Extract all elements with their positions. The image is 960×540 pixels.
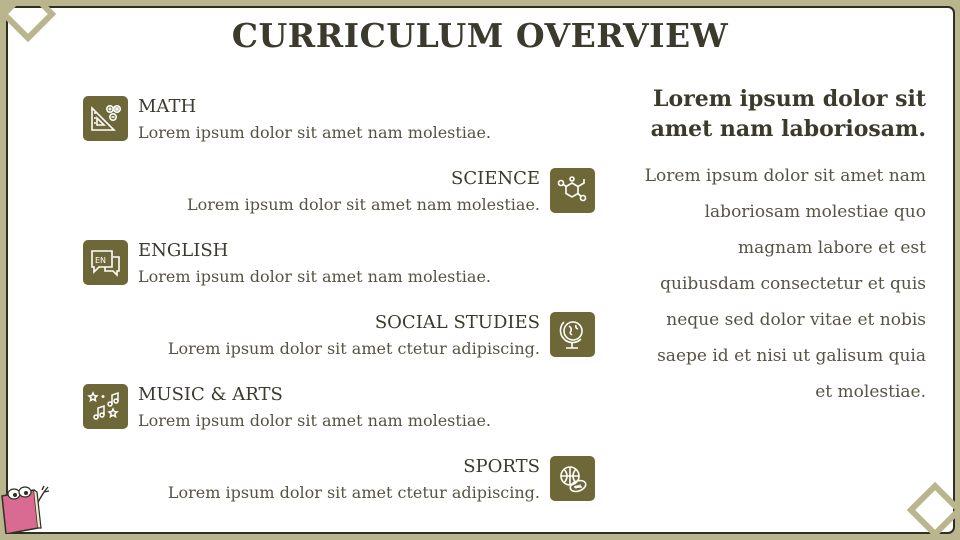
subject-name: ENGLISH (138, 240, 229, 261)
svg-text:EN: EN (95, 256, 107, 265)
molecule-icon (550, 168, 595, 213)
globe-icon (550, 312, 595, 357)
book-mascot-illustration (0, 482, 56, 534)
subject-description: Lorem ipsum dolor sit amet nam molestiae. (138, 411, 492, 430)
subject-english (83, 240, 543, 286)
subject-description: Lorem ipsum dolor sit amet ctetur adipiscing. (167, 483, 540, 502)
sidebar-heading: Lorem ipsum dolor sit amet nam laboriosam. (650, 86, 926, 142)
math-tools-icon (83, 96, 128, 141)
subject-name: SOCIAL STUDIES (374, 312, 540, 333)
subject-name: MUSIC & ARTS (138, 384, 283, 405)
sidebar-body: Lorem ipsum dolor sit amet nam laboriosam molestiae quo magnam labore et est quibusdam consectetur et quis neque sed dolor vitae et nobis saepe id et nisi ut galisum quia et molestiae. (644, 166, 926, 402)
page-title: CURRICULUM OVERVIEW (231, 16, 729, 55)
subject-description: Lorem ipsum dolor sit amet nam molestiae. (138, 267, 492, 286)
subject-sports (135, 456, 595, 502)
subject-name: SCIENCE (450, 168, 540, 189)
music-notes-icon (83, 384, 128, 429)
subject-music-arts (83, 384, 543, 430)
subject-science (135, 168, 595, 214)
subject-description: Lorem ipsum dolor sit amet nam molestiae. (138, 123, 492, 142)
speech-bubble-icon (83, 240, 128, 285)
subject-name: MATH (138, 96, 197, 117)
subject-description: Lorem ipsum dolor sit amet nam molestiae. (186, 195, 540, 214)
subject-math (83, 96, 543, 142)
subject-description: Lorem ipsum dolor sit amet ctetur adipiscing. (167, 339, 540, 358)
subject-name: SPORTS (463, 456, 540, 477)
sports-balls-icon (550, 456, 595, 501)
subject-social-studies (135, 312, 595, 358)
